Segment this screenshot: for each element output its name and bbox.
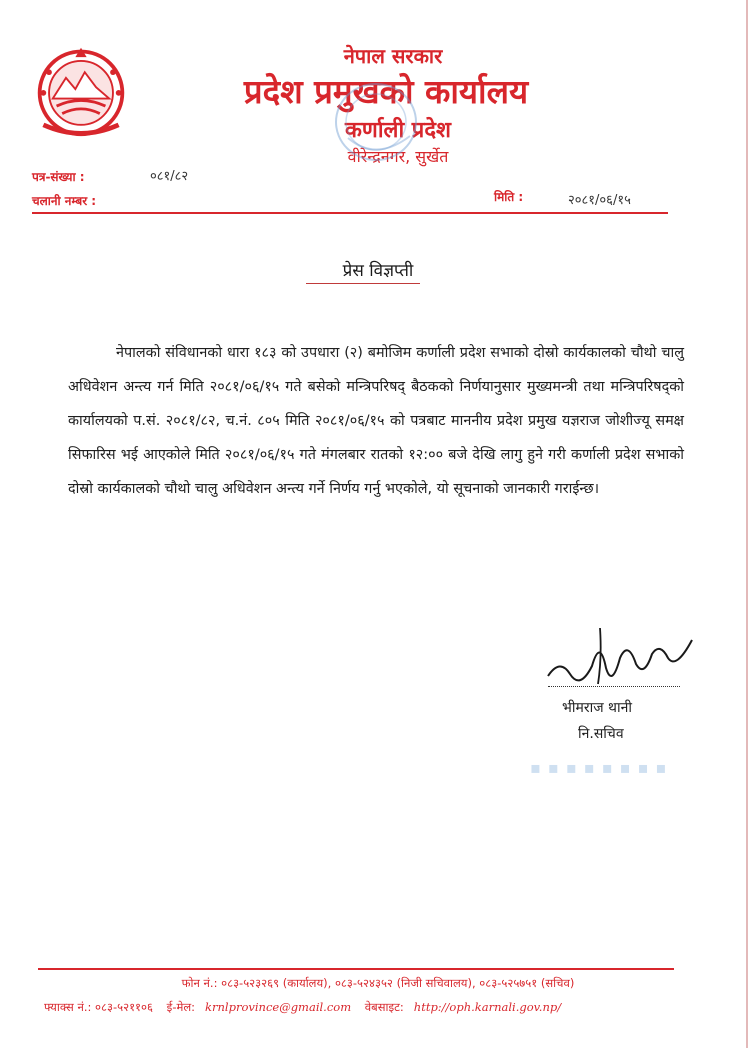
- date-value: २०८१/०६/१५: [568, 193, 631, 208]
- title-underline: [306, 283, 420, 284]
- footer-phone: फोन नं.: ०८३-५२३२६९ (कार्यालय), ०८३-५२४३५२ (निजी सचिवालय), ०८३-५२५७५१ (सचिव): [181, 976, 575, 990]
- footer-email-link[interactable]: krnlprovince@gmail.com: [205, 1000, 352, 1014]
- footer-email-label: ई-मेल:: [166, 1000, 196, 1014]
- faint-stamp-mark: ▪ ▪ ▪ ▪ ▪ ▪ ▪ ▪: [530, 758, 668, 777]
- patra-sankhya-label: पत्र-संख्या :: [32, 170, 85, 184]
- province-name: कर्णाली प्रदेश: [345, 118, 451, 143]
- document-body: नेपालको संविधानको धारा १८३ को उपधारा (२) बमोजिम कर्णाली प्रदेश सभाको दोस्रो कार्यकालको चौथो चालु अधिवेशन अन्त्य गर्न मिति २०८१/०६/१५ गते बसेको मन्त्रिपरिषद् बैठकको निर्णयानुसार मुख्यमन्त्री तथा मन्त्रिपरिषद्को कार्यालयको प.सं. २०८१/८२, च.नं. ८०५ मिति २०८१/०६/१५ को पत्रबाट माननीय प्रदेश प्रमुख यज्ञराज जोशीज्यू समक्ष सिफारिस भई आएकोले मिति २०८१/०६/१५ गते मंगलबार रातको १२:०० बजे देखि लागु हुने गरी कर्णाली प्रदेश सभाको दोस्रो कार्यकालको चौथो चालु अधिवेशन अन्त्य गर्ने निर्णय गर्नु भएकोले, यो सूचनाको जानकारी गराईन्छ।: [68, 345, 684, 497]
- patra-sankhya-value: ०८१/८२: [150, 169, 189, 184]
- signature-line: [548, 686, 680, 687]
- footer-website-label: वेबसाइट:: [364, 1000, 404, 1014]
- chalani-number-label: चलानी नम्बर :: [32, 194, 97, 208]
- city-name: वीरेन्द्रनगर, सुर्खेत: [347, 147, 449, 166]
- signature-icon: [540, 618, 700, 694]
- footer-website-link[interactable]: http://oph.karnali.gov.np/: [413, 1000, 562, 1014]
- footer-fax: फ्याक्स नं.: ०८३-५२११०६: [44, 1000, 154, 1014]
- office-stamp-icon: [314, 76, 454, 176]
- footer-divider: [38, 968, 674, 970]
- footer-contacts: [44, 1000, 571, 1015]
- office-name: प्रदेश प्रमुखको कार्यालय: [243, 72, 529, 111]
- signatory-designation: नि.सचिव: [578, 726, 624, 742]
- header-divider: [32, 212, 668, 214]
- date-label: मिति :: [494, 190, 524, 204]
- document-title: प्रेस विज्ञप्ती: [342, 261, 414, 281]
- signatory-name: भीमराज थानी: [562, 700, 632, 716]
- government-name: नेपाल सरकार: [343, 44, 443, 68]
